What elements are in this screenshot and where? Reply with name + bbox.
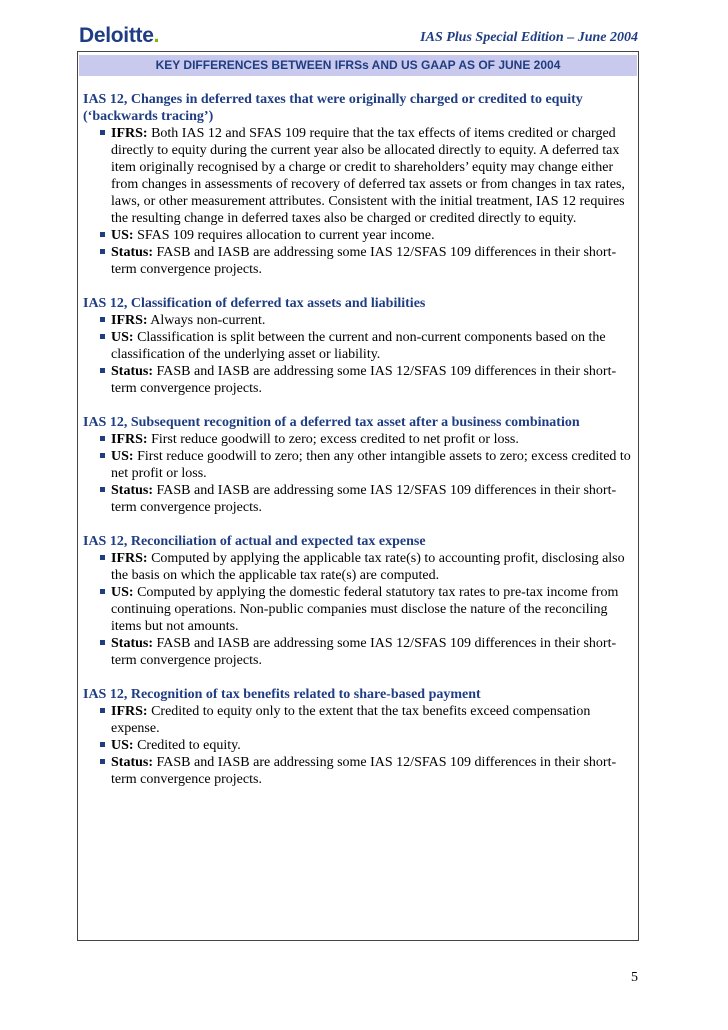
section-title: IAS 12, Classification of deferred tax assets and liabilities bbox=[83, 296, 426, 311]
item-text: FASB and IASB are addressing some IAS 12/SFAS 109 differences in their short-term convergence projects. bbox=[111, 755, 617, 787]
bullet-item bbox=[111, 431, 633, 448]
square-bullet-icon bbox=[100, 317, 105, 322]
bullet-item bbox=[111, 448, 633, 482]
bullet-item bbox=[111, 482, 633, 516]
edition-title: IAS Plus Special Edition – June 2004 bbox=[420, 30, 638, 45]
item-label: US: bbox=[111, 738, 134, 753]
square-bullet-icon bbox=[100, 487, 105, 492]
item-label: Status: bbox=[111, 364, 154, 379]
logo-text: Deloitte bbox=[79, 24, 154, 47]
bullet-item bbox=[111, 312, 633, 329]
difference-section bbox=[83, 414, 633, 516]
square-bullet-icon bbox=[100, 368, 105, 373]
bullet-item bbox=[111, 737, 633, 754]
item-text: Classification is split between the current and non-current components based on the classification of the underlying asset or liability. bbox=[111, 330, 606, 362]
item-label: US: bbox=[111, 449, 134, 464]
item-label: IFRS: bbox=[111, 551, 148, 566]
item-label: US: bbox=[111, 585, 134, 600]
square-bullet-icon bbox=[100, 589, 105, 594]
section-title: IAS 12, Subsequent recognition of a deferred tax asset after a business combination bbox=[83, 415, 580, 430]
bullet-item bbox=[111, 227, 633, 244]
bullet-list bbox=[83, 703, 633, 788]
bullet-item bbox=[111, 363, 633, 397]
item-text: Both IAS 12 and SFAS 109 require that the tax effects of items credited or charged directly to equity during the current year also be allocated directly to equity. A deferred tax item originally recognised by a charge or credit to shareholders’ equity may change either from changes in assessments of recovery of deferred tax assets or from changes in tax rates, laws, or other measurement attributes. Consistent with the initial treatment, IAS 12 requires the resulting change in deferred taxes also be charged or credited directly to equity. bbox=[111, 126, 625, 226]
section-title: IAS 12, Reconciliation of actual and expected tax expense bbox=[83, 534, 426, 549]
square-bullet-icon bbox=[100, 453, 105, 458]
section-title: IAS 12, Changes in deferred taxes that were originally charged or credited to equity (‘backwards tracing’) bbox=[83, 92, 583, 124]
section-banner: KEY DIFFERENCES BETWEEN IFRSs AND US GAAP AS OF JUNE 2004 bbox=[79, 55, 637, 76]
square-bullet-icon bbox=[100, 555, 105, 560]
bullet-item bbox=[111, 125, 633, 227]
bullet-item bbox=[111, 329, 633, 363]
item-text: Credited to equity. bbox=[137, 738, 241, 753]
page-number: 5 bbox=[631, 970, 638, 985]
square-bullet-icon bbox=[100, 232, 105, 237]
item-text: Computed by applying the domestic federal statutory tax rates to pre-tax income from continuing operations. Non-public companies must disclose the nature of the reconciling items but not amounts. bbox=[111, 585, 619, 634]
bullet-list bbox=[83, 550, 633, 669]
square-bullet-icon bbox=[100, 708, 105, 713]
square-bullet-icon bbox=[100, 436, 105, 441]
bullet-item bbox=[111, 550, 633, 584]
item-text: FASB and IASB are addressing some IAS 12/SFAS 109 differences in their short-term convergence projects. bbox=[111, 636, 617, 668]
logo-dot: . bbox=[153, 24, 160, 47]
item-text: SFAS 109 requires allocation to current year income. bbox=[137, 228, 435, 243]
item-text: Always non-current. bbox=[150, 313, 266, 328]
item-label: US: bbox=[111, 228, 134, 243]
square-bullet-icon bbox=[100, 759, 105, 764]
item-label: IFRS: bbox=[111, 126, 148, 141]
square-bullet-icon bbox=[100, 249, 105, 254]
difference-section bbox=[83, 533, 633, 669]
bullet-item bbox=[111, 244, 633, 278]
bullet-item bbox=[111, 703, 633, 737]
item-label: Status: bbox=[111, 755, 154, 770]
item-text: First reduce goodwill to zero; then any other intangible assets to zero; excess credited to net profit or loss. bbox=[111, 449, 631, 481]
item-text: FASB and IASB are addressing some IAS 12/SFAS 109 differences in their short-term convergence projects. bbox=[111, 245, 617, 277]
item-text: First reduce goodwill to zero; excess credited to net profit or loss. bbox=[151, 432, 519, 447]
item-label: IFRS: bbox=[111, 704, 148, 719]
difference-section bbox=[83, 686, 633, 788]
item-text: FASB and IASB are addressing some IAS 12/SFAS 109 differences in their short-term convergence projects. bbox=[111, 483, 617, 515]
bullet-list bbox=[83, 431, 633, 516]
item-label: US: bbox=[111, 330, 134, 345]
bullet-item bbox=[111, 754, 633, 788]
bullet-item bbox=[111, 584, 633, 635]
item-label: IFRS: bbox=[111, 432, 148, 447]
item-label: IFRS: bbox=[111, 313, 148, 328]
square-bullet-icon bbox=[100, 640, 105, 645]
item-label: Status: bbox=[111, 483, 154, 498]
difference-section bbox=[83, 295, 633, 397]
document-body bbox=[83, 91, 633, 805]
bullet-list bbox=[83, 312, 633, 397]
deloitte-logo bbox=[79, 24, 159, 48]
item-label: Status: bbox=[111, 636, 154, 651]
bullet-list bbox=[83, 125, 633, 278]
item-label: Status: bbox=[111, 245, 154, 260]
square-bullet-icon bbox=[100, 742, 105, 747]
section-title: IAS 12, Recognition of tax benefits related to share-based payment bbox=[83, 687, 481, 702]
item-text: Computed by applying the applicable tax rate(s) to accounting profit, disclosing also the basis on which the applicable tax rate(s) are computed. bbox=[111, 551, 625, 583]
difference-section bbox=[83, 91, 633, 278]
item-text: FASB and IASB are addressing some IAS 12/SFAS 109 differences in their short-term convergence projects. bbox=[111, 364, 617, 396]
bullet-item bbox=[111, 635, 633, 669]
item-text: Credited to equity only to the extent that the tax benefits exceed compensation expense. bbox=[111, 704, 591, 736]
square-bullet-icon bbox=[100, 334, 105, 339]
square-bullet-icon bbox=[100, 130, 105, 135]
